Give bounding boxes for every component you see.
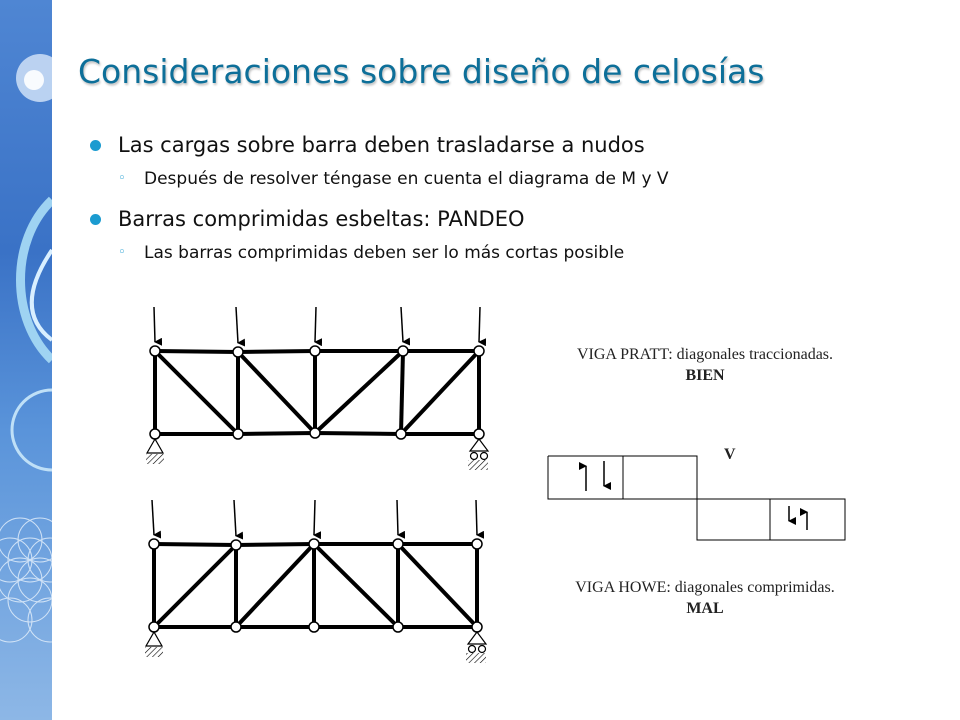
howe-diagonal xyxy=(236,544,314,627)
sub-bullet-text: Las barras comprimidas deben ser lo más cortas posible xyxy=(144,243,625,263)
howe-diagonal xyxy=(154,545,236,627)
pratt-supports xyxy=(146,439,488,470)
sub-bullet-ring-icon: ◦ xyxy=(118,171,126,186)
howe-supports xyxy=(145,632,486,663)
slide-title: Consideraciones sobre diseño de celosías xyxy=(78,52,765,91)
bullet-text: Barras comprimidas esbeltas: PANDEO xyxy=(118,207,525,231)
pratt-truss xyxy=(155,351,479,434)
howe-diagonal xyxy=(398,544,477,627)
shear-diagram xyxy=(548,456,845,540)
shear-label: V xyxy=(724,446,736,463)
pratt-note-text: VIGA PRATT: diagonales traccionadas. xyxy=(576,346,834,363)
howe-note-text: VIGA HOWE: diagonales comprimidas. xyxy=(575,579,835,596)
pratt-diagonal xyxy=(155,351,238,434)
howe-note xyxy=(530,577,880,619)
howe-truss xyxy=(154,544,477,627)
pratt-diagonal xyxy=(401,351,479,434)
howe-loads xyxy=(152,500,477,536)
pratt-verdict: BIEN xyxy=(685,367,725,384)
bullet-text: Las cargas sobre barra deben trasladarse a nudos xyxy=(118,133,645,157)
howe-verdict: MAL xyxy=(686,600,724,617)
sub-bullet-ring-icon: ◦ xyxy=(118,245,126,260)
howe-diagonal xyxy=(314,544,398,627)
pratt-loads xyxy=(154,307,480,343)
pratt-note xyxy=(538,344,872,386)
sub-bullet-text: Después de resolver téngase en cuenta el diagrama de M y V xyxy=(144,169,669,189)
pratt-diagonal xyxy=(238,352,315,433)
pratt-diagonal xyxy=(315,351,403,433)
